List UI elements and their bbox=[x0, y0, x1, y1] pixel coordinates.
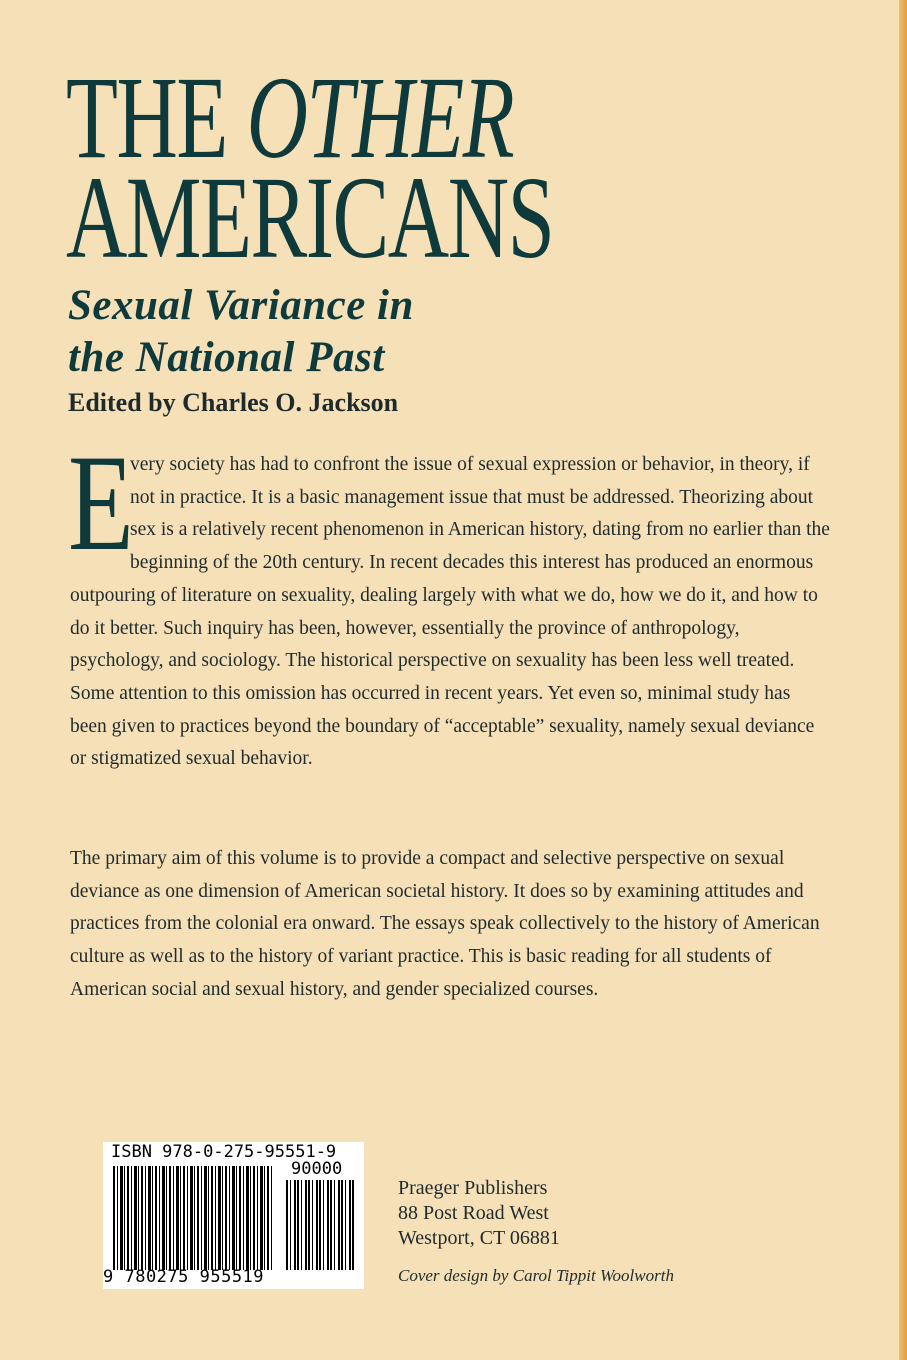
subtitle-line-2: the National Past bbox=[68, 334, 385, 381]
price-code: 90000 bbox=[291, 1159, 343, 1179]
book-subtitle bbox=[68, 280, 414, 384]
subtitle-line-1: Sexual Variance in bbox=[68, 282, 414, 329]
isbn-barcode bbox=[103, 1142, 364, 1289]
publisher-address bbox=[398, 1176, 560, 1251]
title-word-the: THE bbox=[66, 52, 247, 183]
title-word-other: OTHER bbox=[246, 52, 514, 183]
publisher-name: Praeger Publishers bbox=[398, 1177, 548, 1199]
description-paragraph-1 bbox=[68, 426, 830, 776]
cover-design-credit: Cover design by Carol Tippit Woolworth bbox=[398, 1266, 674, 1285]
title-line-2: AMERICANS bbox=[66, 152, 554, 283]
barcode-bars-supplement bbox=[286, 1180, 354, 1270]
spine-edge bbox=[899, 0, 907, 1360]
book-title bbox=[66, 52, 554, 283]
publisher-street: 88 Post Road West bbox=[398, 1202, 549, 1224]
paragraph-1-text: very society has had to confront the issue of sexual expression or behavior, in theory, if not in practice. It is a basic management issue that must be addressed. Theorizing about sex is a relatively recent phenomenon in American history, dating from no earlier than the beginning of the 20th century. In recent decades this interest has produced an enormous outpouring of literature on sexuality, dealing largely with what we do, how we do it, and how to do it better. Such inquiry has been, however, essentially the province of anthropology, psychology, and sociology. The historical perspective on sexuality has been less well treated. Some attention to this omission has occurred in recent years. Yet even so, minimal study has been given to practices beyond the boundary of “acceptable” sexuality, namely sexual deviance or stigmatized sexual behavior. bbox=[70, 454, 830, 770]
barcode-digits: 9 780275 955519 bbox=[103, 1267, 265, 1287]
barcode-bars-main bbox=[113, 1166, 273, 1270]
editor-credit: Edited by Charles O. Jackson bbox=[68, 388, 399, 417]
isbn-number: ISBN 978-0-275-95551-9 bbox=[111, 1142, 337, 1162]
publisher-city: Westport, CT 06881 bbox=[398, 1227, 560, 1249]
description-paragraph-2: The primary aim of this volume is to provide a compact and selective perspective on sexual deviance as one dimension of American societal history. It does so by examining attitudes and practices from the colonial era onward. The essays speak collectively to the history of American culture as well as to the history of variant practice. This is basic reading for all students of American social and sexual history, and gender specialized courses. bbox=[70, 848, 820, 1000]
drop-cap: E bbox=[68, 426, 134, 579]
